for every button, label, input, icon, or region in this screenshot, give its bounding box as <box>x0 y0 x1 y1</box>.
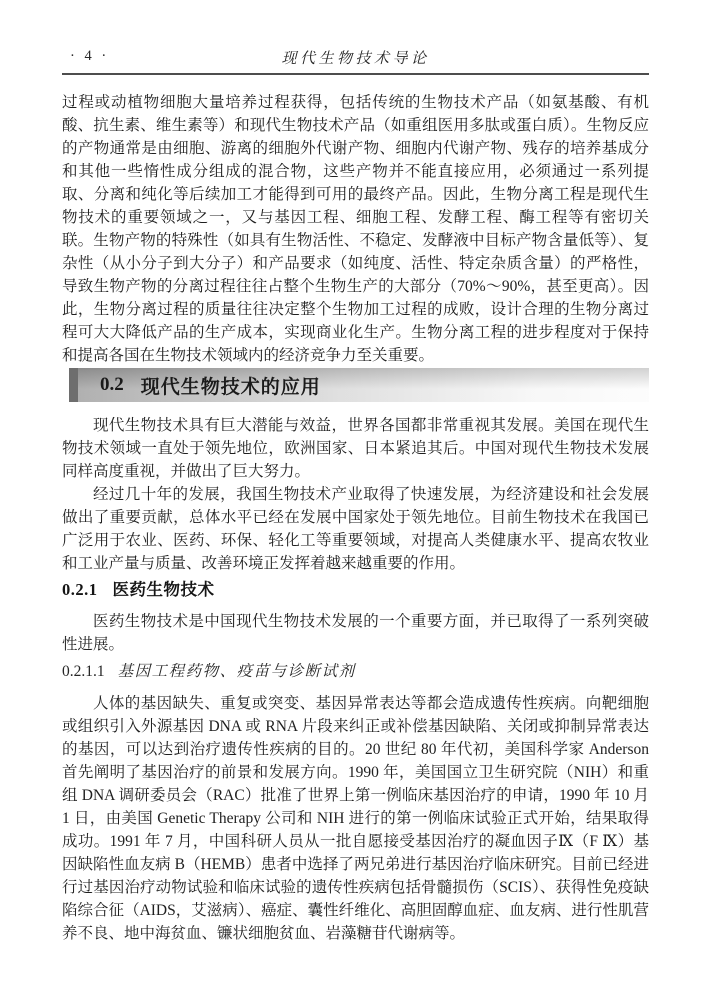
body-paragraph: 现代生物技术具有巨大潜能与效益，世界各国都非常重视其发展。美国在现代生物技术领域一直处于领先地位，欧洲国家、日本紧追其后。中国对现代生物技术发展同样高度重视，并做出了巨大努力。 <box>62 417 649 480</box>
section-title: 现代生物技术的应用 <box>140 376 321 398</box>
body-paragraph: 经过几十年的发展，我国生物技术产业取得了快速发展，为经济建设和社会发展做出了重要贡献，总体水平已经在发展中国家处于领先地位。目前生物技术在我国已广泛用于农业、医药、环保、轻化工等重要领域，对提高人类健康水平、提高农牧业和工业产量与质量、改善环境正发挥着越来越重要的作用。 <box>62 486 649 572</box>
section-banner <box>69 368 649 402</box>
body-paragraph: 人体的基因缺失、重复或突变、基因异常表达等都会造成遗传性疾病。向靶细胞或组织引入外源基因 DNA 或 RNA 片段来纠正或补偿基因缺陷、关闭或抑制异常表达的基因，可以达到治疗遗传性疾病的目的。20 世纪 80 年代初，美国科学家 Anderson 首先阐明了基因治疗的前景和发展方向。1990 年，美国国立卫生研究院（NIH）和重组 DNA 调研委员会（RAC）批准了世界上第一例临床基因治疗的申请，1990 年 10 月 1 日，由美国 Genetic Therapy 公司和 NIH 进行的第一例临床试验正式开始，结果取得成功。1991 年 7 月，中国科研人员从一批自愿接受基因治疗的凝血因子Ⅸ（F Ⅸ）基因缺陷性血友病 B（HEMB）患者中选择了两兄弟进行基因治疗临床研究。目前已经进行过基因治疗动物试验和临床试验的遗传性疾病包括骨髓损伤（SCIS）、获得性免疫缺陷综合征（AIDS，艾滋病）、癌症、囊性纤维化、高胆固醇血症、血友病、进行性肌营养不良、地中海贫血、镰状细胞贫血、岩藻糖苷代谢病等。 <box>62 695 649 942</box>
page-body <box>62 91 649 945</box>
section-number: 0.2 <box>100 374 124 395</box>
subsubsection-heading <box>62 661 649 683</box>
running-header <box>62 46 649 66</box>
page-number: · 4 · <box>70 48 110 64</box>
body-paragraph: 医药生物技术是中国现代生物技术发展的一个重要方面，并已取得了一系列突破性进展。 <box>62 613 649 653</box>
subsubsection-number: 0.2.1.1 <box>62 663 105 680</box>
book-title: 现代生物技术导论 <box>281 51 430 67</box>
subsubsection-title: 基因工程药物、疫苗与诊断试剂 <box>117 663 356 680</box>
banner-gradient <box>78 368 649 402</box>
banner-accent-bar <box>69 368 78 402</box>
body-paragraph: 过程或动植物细胞大量培养过程获得，包括传统的生物技术产品（如氨基酸、有机酸、抗生素、维生素等）和现代生物技术产品（如重组医用多肽或蛋白质）。生物反应的产物通常是由细胞、游离的细胞外代谢产物、细胞内代谢产物、残存的培养基成分和其他一些惰性成分组成的混合物，这些产物并不能直接应用，必须通过一系列提取、分离和纯化等后续加工才能得到可用的最终产品。因此，生物分离工程是现代生物技术的重要领域之一，又与基因工程、细胞工程、发酵工程、酶工程等有密切关联。生物产物的特殊性（如具有生物活性、不稳定、发酵液中目标产物含量低等）、复杂性（从小分子到大分子）和产品要求（如纯度、活性、特定杂质含量）的严格性，导致生物产物的分离过程往往占整个生物生产的大部分（70%～90%，甚至更高）。因此，生物分离过程的质量往往决定整个生物加工过程的成败，设计合理的生物分离过程可大大降低产品的生产成本，实现商业化生产。生物分离工程的进步程度对于保持和提高各国在生物技术领域内的经济竞争力至关重要。 <box>62 94 649 364</box>
header-rule <box>62 73 649 75</box>
subsection-heading <box>62 579 649 601</box>
subsection-title: 医药生物技术 <box>112 581 215 599</box>
subsection-number: 0.2.1 <box>62 580 98 599</box>
